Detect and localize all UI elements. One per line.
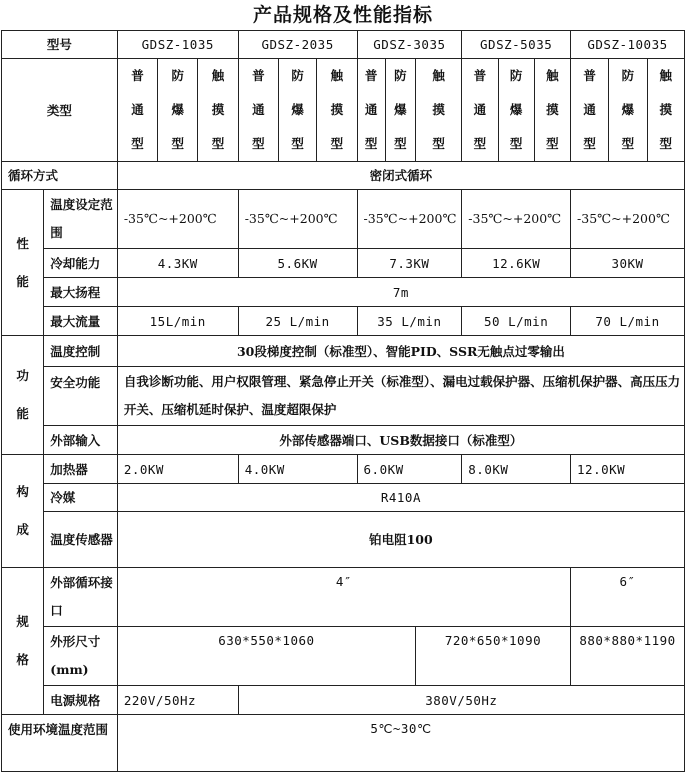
function-section-label: 功能 <box>2 336 44 455</box>
model-name: GDSZ-10035 <box>571 31 685 59</box>
model-name: GDSZ-5035 <box>462 31 571 59</box>
heater-value: 2.0KW <box>117 455 238 484</box>
temp-range-value: -35℃~+200℃ <box>238 190 357 249</box>
heater-value: 6.0KW <box>357 455 462 484</box>
type-cell: 普通型 <box>117 59 157 162</box>
type-cell: 触摸型 <box>647 59 684 162</box>
dimensions-value: 720*650*1090 <box>415 627 570 686</box>
safety-label: 安全功能 <box>44 367 118 426</box>
sensor-value: 铂电阻100 <box>117 512 684 568</box>
max-flow-row <box>2 307 685 336</box>
dimensions-row <box>2 627 685 686</box>
refrigerant-label: 冷媒 <box>44 484 118 512</box>
temp-range-value: -35℃~+200℃ <box>117 190 238 249</box>
temp-range-value: -35℃~+200℃ <box>357 190 462 249</box>
cooling-label: 冷却能力 <box>44 249 118 278</box>
type-cell: 普通型 <box>357 59 385 162</box>
cooling-value: 30KW <box>571 249 685 278</box>
port-value: 4″ <box>117 568 570 627</box>
heater-value: 12.0KW <box>571 455 685 484</box>
power-row <box>2 686 685 715</box>
model-name: GDSZ-3035 <box>357 31 462 59</box>
temp-range-label: 温度设定范围 <box>44 190 118 249</box>
dimensions-value: 880*880*1190 <box>571 627 685 686</box>
temp-control-label: 温度控制 <box>44 336 118 367</box>
external-input-value: 外部传感器端口、USB数据接口（标准型） <box>117 426 684 455</box>
heater-value: 8.0KW <box>462 455 571 484</box>
type-cell: 触摸型 <box>198 59 238 162</box>
ambient-value: 5℃~30℃ <box>117 715 684 772</box>
type-cell: 防爆型 <box>498 59 534 162</box>
max-head-value: 7m <box>117 278 684 307</box>
refrigerant-value: R410A <box>117 484 684 512</box>
model-name: GDSZ-2035 <box>238 31 357 59</box>
external-input-label: 外部输入 <box>44 426 118 455</box>
external-input-row <box>2 426 685 455</box>
temp-range-value: -35℃~+200℃ <box>462 190 571 249</box>
circulation-value: 密闭式循环 <box>117 162 684 190</box>
power-value: 220V/50Hz <box>117 686 238 715</box>
page-title: 产品规格及性能指标 <box>252 4 433 26</box>
type-cell: 触摸型 <box>534 59 570 162</box>
port-label: 外部循环接口 <box>44 568 118 627</box>
safety-value: 自我诊断功能、用户权限管理、紧急停止开关（标准型）、漏电过载保护器、压缩机保护器、高压压力开关、压缩机延时保护、温度超限保护 <box>117 367 684 426</box>
model-row <box>2 31 685 59</box>
max-flow-value: 35 L/min <box>357 307 462 336</box>
safety-row <box>2 367 685 426</box>
type-cell: 触摸型 <box>317 59 357 162</box>
temp-range-value: -35℃~+200℃ <box>571 190 685 249</box>
cooling-value: 12.6KW <box>462 249 571 278</box>
type-cell: 触摸型 <box>415 59 461 162</box>
model-name: GDSZ-1035 <box>117 31 238 59</box>
performance-section-label: 性能 <box>2 190 44 336</box>
type-cell: 防爆型 <box>158 59 198 162</box>
type-cell: 普通型 <box>571 59 609 162</box>
sensor-label: 温度传感器 <box>44 512 118 568</box>
cooling-value: 4.3KW <box>117 249 238 278</box>
circulation-label: 循环方式 <box>2 162 118 190</box>
max-flow-value: 25 L/min <box>238 307 357 336</box>
temp-range-row <box>2 190 685 249</box>
type-cell: 防爆型 <box>278 59 316 162</box>
cooling-value: 5.6KW <box>238 249 357 278</box>
max-flow-value: 50 L/min <box>462 307 571 336</box>
max-flow-value: 70 L/min <box>571 307 685 336</box>
heater-row <box>2 455 685 484</box>
cooling-value: 7.3KW <box>357 249 462 278</box>
heater-value: 4.0KW <box>238 455 357 484</box>
power-label: 电源规格 <box>44 686 118 715</box>
ambient-row <box>2 715 685 772</box>
max-flow-value: 15L/min <box>117 307 238 336</box>
temp-control-row <box>2 336 685 367</box>
spec-table <box>1 30 685 772</box>
type-cell: 普通型 <box>238 59 278 162</box>
max-head-label: 最大扬程 <box>44 278 118 307</box>
refrigerant-row <box>2 484 685 512</box>
ambient-label: 使用环境温度范围 <box>2 715 118 772</box>
type-cell: 防爆型 <box>385 59 415 162</box>
cooling-row <box>2 249 685 278</box>
circulation-row <box>2 162 685 190</box>
dimensions-value: 630*550*1060 <box>117 627 415 686</box>
dimensions-label: 外形尺寸(mm) <box>44 627 118 686</box>
type-label: 类型 <box>2 59 118 162</box>
max-flow-label: 最大流量 <box>44 307 118 336</box>
max-head-row <box>2 278 685 307</box>
type-cell: 普通型 <box>462 59 498 162</box>
model-label: 型号 <box>2 31 118 59</box>
power-value: 380V/50Hz <box>238 686 684 715</box>
port-row <box>2 568 685 627</box>
composition-section-label: 构成 <box>2 455 44 568</box>
heater-label: 加热器 <box>44 455 118 484</box>
type-row <box>2 59 685 162</box>
type-cell: 防爆型 <box>609 59 647 162</box>
port-value: 6″ <box>571 568 685 627</box>
temp-control-value: 30段梯度控制（标准型）、智能PID、SSR无触点过零输出 <box>117 336 684 367</box>
sensor-row <box>2 512 685 568</box>
spec-section-label: 规格 <box>2 568 44 715</box>
